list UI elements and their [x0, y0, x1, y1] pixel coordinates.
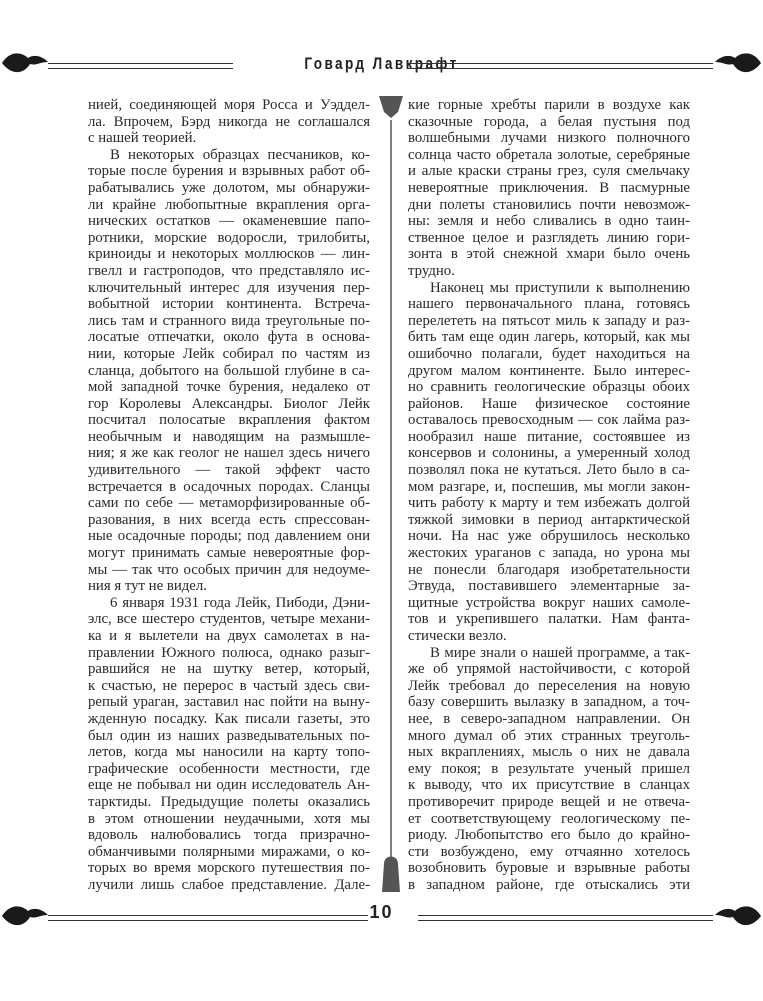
text-line: ных вкраплениях, мысль о них не давала — [408, 744, 690, 761]
text-line: жденную посадку. Как писали газеты, это — [88, 710, 370, 727]
text-line: не понесли благодаря изобретательности — [408, 561, 690, 578]
text-line: чить работу к марту и тем избежать долгой — [408, 495, 690, 512]
text-line: удивительного — такой эффект часто — [88, 462, 370, 479]
text-line: обманчивыми полярными миражами, о ко- — [88, 843, 370, 860]
text-line: волшебными лучами низкого полночного — [408, 130, 690, 147]
text-line: В мире знали о нашей программе, а так- — [430, 644, 690, 661]
text-line: ключительный интерес для изучения пер- — [88, 279, 370, 296]
text-line: равшийся не на шутку ветер, который, — [88, 661, 370, 678]
text-line: бить там еще один лагерь, который, как мы — [408, 329, 690, 346]
corner-ornament-top-right — [713, 48, 763, 78]
text-line: с нашей теорией. — [88, 130, 197, 147]
text-line: позволял пока не кутаться. Лето было в са- — [408, 462, 690, 479]
text-line: трудно. — [408, 262, 455, 279]
text-line: ные осадочные породы; под давлением они — [88, 528, 370, 545]
text-line: оставалось превосходным — сок лайма раз- — [408, 412, 690, 429]
text-line: в этом отношении неудачными, хотя мы — [88, 810, 370, 827]
text-line: Этвуда, поставившего элементарные за- — [408, 578, 690, 595]
text-line: 6 января 1931 года Лейк, Пибоди, Дэни- — [110, 594, 370, 611]
text-line: ла. Впрочем, Бэрд никогда не соглашался — [88, 113, 370, 130]
text-line: торых во время морского путешествия по- — [88, 860, 370, 877]
text-line: щитные устройства вокруг наших самоле- — [408, 594, 690, 611]
text-line: жестоких ураганов с запада, но урона мы — [408, 545, 690, 562]
text-line: ны: земля и небо сливались в одно таин- — [408, 213, 690, 230]
text-line: разования, в них всегда есть спрессован- — [88, 511, 370, 528]
text-line: же об упрямой настойчивости, с которой — [408, 661, 690, 678]
text-line: нических остатков — окаменевшие папо- — [88, 213, 370, 230]
text-line: лосатые отпечатки, около фута в основа- — [88, 329, 370, 346]
text-line: еще не побывал ни один исследователь Ан- — [88, 777, 370, 794]
text-line: Лейк требовал до переселения на новую — [408, 677, 690, 694]
text-line: ли крайне любопытные вкрапления орга- — [88, 196, 370, 213]
text-line: тарктиды. Предыдущие полеты оказались — [88, 793, 370, 810]
column-left — [88, 97, 370, 894]
text-line: рабатывались уже долотом, мы обнаружи- — [88, 179, 370, 196]
text-line: криноиды и некоторых моллюсков — лин- — [88, 246, 370, 263]
text-line: нее, в северо-западном направлении. Он — [408, 710, 690, 727]
text-line: летов, когда мы наносили на карту топо- — [88, 744, 370, 761]
footer-rule-right — [418, 915, 713, 921]
text-line: консервов и солонины, а умеренный холод — [408, 445, 690, 462]
text-line: и алые краски страны грез, суля смельчаку — [408, 163, 690, 180]
text-line: ему покоя; в результате ученый пришел — [408, 760, 690, 777]
text-line: зонта в этой снежной хмари было очень — [408, 246, 690, 263]
text-line: другом малом континенте. Было интерес- — [408, 362, 690, 379]
text-line: нообразил наше питание, состоявшее из — [408, 428, 690, 445]
text-line: могут принимать самые невероятные фор- — [88, 545, 370, 562]
page-number: 10 — [369, 902, 394, 922]
text-line: был один из наших разведывательных по- — [88, 727, 370, 744]
text-line: лись там и странного вида треугольные по- — [88, 312, 370, 329]
text-line: сказочные города, а белая пустыня под — [408, 113, 690, 130]
text-line: нией, соединяющей моря Росса и Уэддел- — [88, 97, 370, 113]
text-line: но сравнить геологические образцы обоих — [408, 379, 690, 396]
text-line: риоду. Любопытство его было до крайно- — [408, 827, 690, 844]
text-line: стически везло. — [408, 628, 507, 644]
text-line: нии, которые Лейк собирал по частям из — [88, 345, 370, 362]
header-rule-right — [408, 63, 713, 69]
text-line: тяжкой зимовки в период антарктической — [408, 511, 690, 528]
text-line: графические особенности местности, где — [88, 760, 370, 777]
text-line: встречается в осадочных породах. Сланцы — [88, 478, 370, 495]
text-line: ет соответствующему геологическому пе- — [408, 810, 690, 827]
text-line: возобновить буровые и взрывные работы — [408, 860, 690, 877]
text-line: ния я тут не видел. — [88, 578, 207, 595]
text-line: гор Королевы Александры. Биолог Лейк — [88, 395, 370, 412]
text-line: лучили лишь слабое представление. Дале- — [88, 876, 370, 893]
text-line: посчитал полосатые вкрапления фактом — [88, 412, 370, 429]
text-line: кие горные хребты парили в воздухе как — [408, 97, 690, 113]
text-line: ошибочно полагали, будет находиться на — [408, 345, 690, 362]
corner-ornament-bottom-right — [713, 901, 763, 931]
running-title: Говард Лавкрафт — [304, 54, 459, 73]
column-right — [408, 97, 690, 894]
text-line: репый ураган, заставил нас пойти на выну- — [88, 694, 370, 711]
text-line: к выводу, что их присутствие в сланцах — [408, 777, 690, 794]
text-line: ственное целое и разглядеть линию гори- — [408, 229, 690, 246]
text-line: дни полеты становились почти невозмож- — [408, 196, 690, 213]
text-line: гвелл и гастроподов, что представляло ис- — [88, 262, 370, 279]
text-line: мой западной точке бурения, недалеко от — [88, 379, 370, 396]
text-line: правлении Южного полюса, однако разыг- — [88, 644, 370, 661]
text-line: перелететь на пятьсот миль к западу и раз- — [408, 312, 690, 329]
text-line: ночи. На нас уже обрушилось несколько — [408, 528, 690, 545]
text-line: сами по себе — метаморфизированные об- — [88, 495, 370, 512]
text-line: необычным и наводящим на размышле- — [88, 428, 370, 445]
text-line: мы — так что особых причин для недоуме- — [88, 561, 370, 578]
text-line: нашего первоначального плана, готовясь — [408, 296, 690, 313]
column-divider-ornament — [378, 92, 404, 922]
text-line: торые после бурения и взрывных работ об- — [88, 163, 370, 180]
text-line: к счастью, не перерос в частый здесь сви- — [88, 677, 370, 694]
text-line: вобытной истории континента. Встреча- — [88, 296, 370, 313]
text-line: противоречит природе вещей и не отвеча- — [408, 793, 690, 810]
text-line: солнца часто обретала золотые, серебряные — [408, 146, 690, 163]
text-line: невероятные приключения. В пасмурные — [408, 179, 690, 196]
text-line: Наконец мы приступили к выполнению — [430, 279, 690, 296]
text-line: ния; я же как геолог не нашел здесь ничего — [88, 445, 370, 462]
text-line: ротники, морские водоросли, трилобиты, — [88, 229, 370, 246]
text-line: В некоторых образцах песчаников, ко- — [110, 146, 370, 163]
text-line: мом разгаре, и, поспешив, мы могли закон- — [408, 478, 690, 495]
text-line: тов и укрепившего палатки. Нам фанта- — [408, 611, 690, 628]
text-line: ка и я вылетели на двух самолетах в на- — [88, 628, 370, 644]
text-line: вдоволь налюбовались тогда призрачно- — [88, 827, 370, 844]
text-line: сланца, добытого на большой глубине в са- — [88, 362, 370, 379]
corner-ornament-top-left — [0, 48, 50, 78]
text-line: много думал об этих странных треуголь- — [408, 727, 690, 744]
text-line: элс, все шестеро студентов, четыре механи- — [88, 611, 370, 628]
text-line: районов. Наше физическое состояние — [408, 395, 690, 412]
text-line: сти возбуждено, ему отчаянно хотелось — [408, 843, 690, 860]
text-line: базу совершить вылазку в западном, а точ- — [408, 694, 690, 711]
text-line: в западном районе, где отыскались эти — [408, 876, 690, 893]
